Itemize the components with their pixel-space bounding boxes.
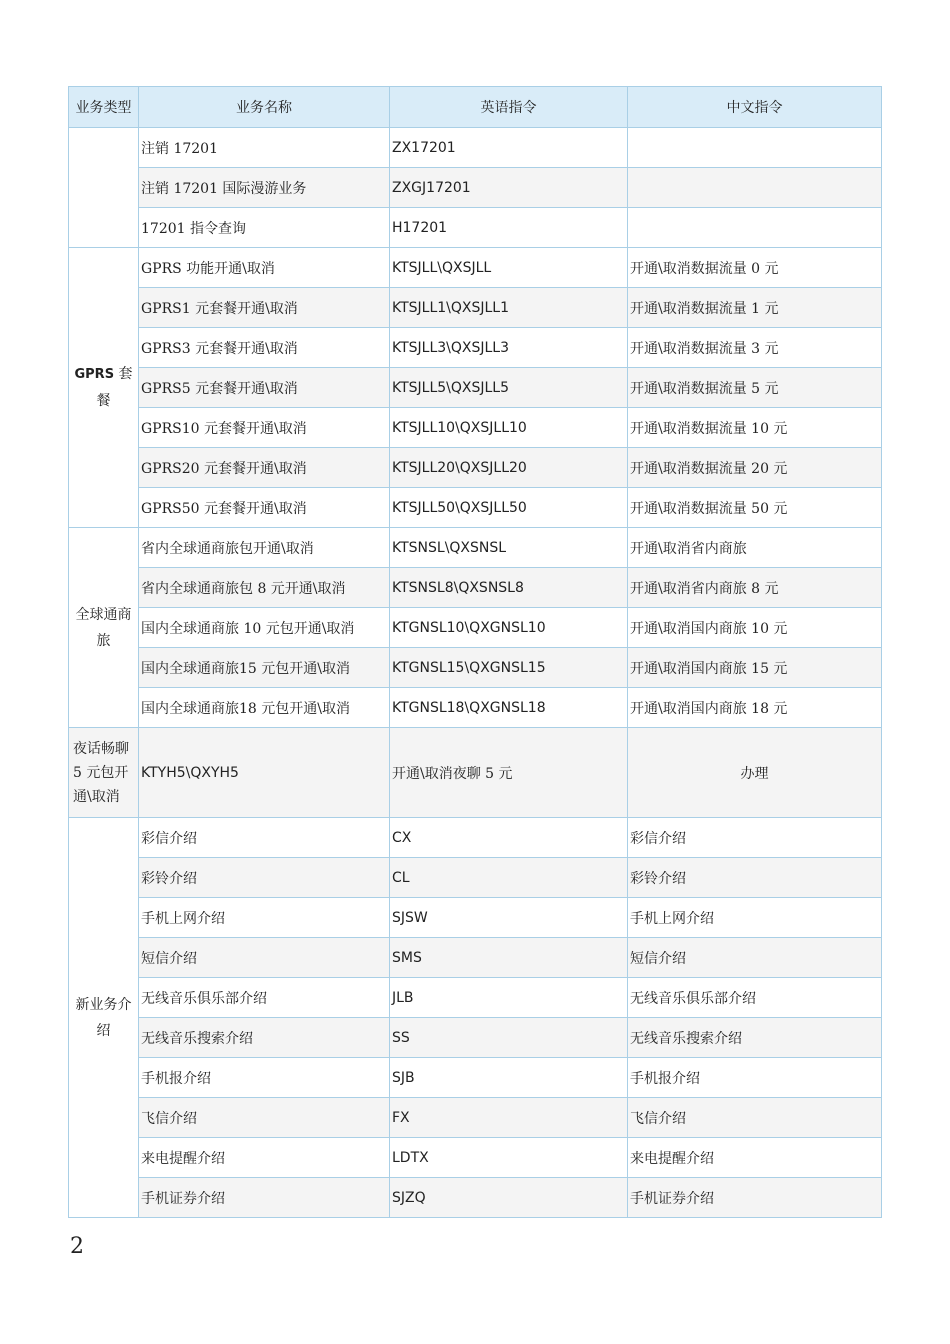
row-name: 无线音乐俱乐部介绍 [139, 978, 390, 1018]
table-row [69, 898, 882, 938]
row-name: 来电提醒介绍 [139, 1138, 390, 1178]
table-row [69, 1178, 882, 1218]
row-name: 国内全球通商旅 10 元包开通\取消 [139, 608, 390, 648]
group-label-17201 [69, 128, 139, 248]
row-name: 短信介绍 [139, 938, 390, 978]
group-gprs-rest: 套餐 [96, 366, 133, 409]
row-en: ZX17201 [390, 128, 628, 168]
row-en: JLB [390, 978, 628, 1018]
row-name: 国内全球通商旅18 元包开通\取消 [139, 688, 390, 728]
header-chinese: 中文指令 [628, 87, 882, 128]
row-en: 开通\取消夜聊 5 元 [390, 728, 628, 818]
table-row [69, 248, 882, 288]
header-type: 业务类型 [69, 87, 139, 128]
row-cn: 开通\取消国内商旅 10 元 [628, 608, 882, 648]
row-cn: 飞信介绍 [628, 1098, 882, 1138]
row-cn: 开通\取消数据流量 0 元 [628, 248, 882, 288]
table-row [69, 328, 882, 368]
table-row [69, 1138, 882, 1178]
group-gprs-bold: GPRS [74, 367, 115, 382]
row-name: 省内全球通商旅包 8 元开通\取消 [139, 568, 390, 608]
page-number: 2 [70, 1234, 84, 1259]
table-row [69, 488, 882, 528]
row-name: GPRS1 元套餐开通\取消 [139, 288, 390, 328]
row-en: KTSJLL\QXSJLL [390, 248, 628, 288]
row-en: KTSJLL3\QXSJLL3 [390, 328, 628, 368]
row-en: KTSJLL50\QXSJLL50 [390, 488, 628, 528]
row-en: SMS [390, 938, 628, 978]
row-cn: 开通\取消省内商旅 [628, 528, 882, 568]
row-en: KTSJLL10\QXSJLL10 [390, 408, 628, 448]
row-cn: 开通\取消国内商旅 15 元 [628, 648, 882, 688]
row-cn: 手机报介绍 [628, 1058, 882, 1098]
row-cn: 开通\取消数据流量 20 元 [628, 448, 882, 488]
row-name: GPRS50 元套餐开通\取消 [139, 488, 390, 528]
row-cn [628, 208, 882, 248]
row-name: 省内全球通商旅包开通\取消 [139, 528, 390, 568]
row-cn: 开通\取消数据流量 5 元 [628, 368, 882, 408]
group-label-night: 夜话畅聊 5 元包开通\取消 [69, 728, 139, 818]
table-row-night [69, 728, 882, 818]
table-row [69, 168, 882, 208]
row-en: SS [390, 1018, 628, 1058]
row-cn [628, 128, 882, 168]
row-cn: 办理 [628, 728, 882, 818]
group-label-gprs [69, 248, 139, 528]
row-cn: 手机证券介绍 [628, 1178, 882, 1218]
row-cn: 开通\取消省内商旅 8 元 [628, 568, 882, 608]
row-cn: 无线音乐俱乐部介绍 [628, 978, 882, 1018]
row-cn: 彩信介绍 [628, 818, 882, 858]
row-en: KTGNSL18\QXGNSL18 [390, 688, 628, 728]
row-name: 彩铃介绍 [139, 858, 390, 898]
row-name: 注销 17201 [139, 128, 390, 168]
group-label-newbiz: 新业务介绍 [69, 818, 139, 1218]
table-header-row [69, 87, 882, 128]
row-cn: 开通\取消数据流量 50 元 [628, 488, 882, 528]
table-row [69, 128, 882, 168]
table-row [69, 1058, 882, 1098]
table-row [69, 368, 882, 408]
row-en: KTGNSL15\QXGNSL15 [390, 648, 628, 688]
table-row [69, 818, 882, 858]
header-name: 业务名称 [139, 87, 390, 128]
row-cn: 开通\取消数据流量 1 元 [628, 288, 882, 328]
row-name: 手机报介绍 [139, 1058, 390, 1098]
row-cn: 手机上网介绍 [628, 898, 882, 938]
row-en: CL [390, 858, 628, 898]
row-en: KTSJLL1\QXSJLL1 [390, 288, 628, 328]
row-name: 无线音乐搜索介绍 [139, 1018, 390, 1058]
row-name: 手机证券介绍 [139, 1178, 390, 1218]
row-en: SJZQ [390, 1178, 628, 1218]
row-name: GPRS3 元套餐开通\取消 [139, 328, 390, 368]
row-en: SJSW [390, 898, 628, 938]
row-name: 彩信介绍 [139, 818, 390, 858]
table-row [69, 448, 882, 488]
table-row [69, 648, 882, 688]
row-cn [628, 168, 882, 208]
row-name: GPRS 功能开通\取消 [139, 248, 390, 288]
table-row [69, 208, 882, 248]
row-name: KTYH5\QXYH5 [139, 728, 390, 818]
row-name: GPRS20 元套餐开通\取消 [139, 448, 390, 488]
row-en: H17201 [390, 208, 628, 248]
row-name: 国内全球通商旅15 元包开通\取消 [139, 648, 390, 688]
table-row [69, 978, 882, 1018]
table-row [69, 1098, 882, 1138]
row-en: CX [390, 818, 628, 858]
row-name: 注销 17201 国际漫游业务 [139, 168, 390, 208]
table-row [69, 688, 882, 728]
row-cn: 来电提醒介绍 [628, 1138, 882, 1178]
row-en: KTSJLL5\QXSJLL5 [390, 368, 628, 408]
table-row [69, 1018, 882, 1058]
row-cn: 开通\取消数据流量 10 元 [628, 408, 882, 448]
header-english: 英语指令 [390, 87, 628, 128]
row-en: ZXGJ17201 [390, 168, 628, 208]
row-name: GPRS5 元套餐开通\取消 [139, 368, 390, 408]
table-row [69, 528, 882, 568]
row-en: KTSNSL\QXSNSL [390, 528, 628, 568]
row-name: 手机上网介绍 [139, 898, 390, 938]
row-en: FX [390, 1098, 628, 1138]
table-row [69, 858, 882, 898]
table-row [69, 408, 882, 448]
table-row [69, 288, 882, 328]
row-en: KTSNSL8\QXSNSL8 [390, 568, 628, 608]
row-name: 飞信介绍 [139, 1098, 390, 1138]
row-name: GPRS10 元套餐开通\取消 [139, 408, 390, 448]
row-en: KTSJLL20\QXSJLL20 [390, 448, 628, 488]
row-cn: 开通\取消国内商旅 18 元 [628, 688, 882, 728]
row-cn: 短信介绍 [628, 938, 882, 978]
row-en: LDTX [390, 1138, 628, 1178]
row-en: KTGNSL10\QXGNSL10 [390, 608, 628, 648]
command-table [68, 86, 882, 1218]
row-en: SJB [390, 1058, 628, 1098]
row-cn: 开通\取消数据流量 3 元 [628, 328, 882, 368]
table-row [69, 938, 882, 978]
row-cn: 无线音乐搜索介绍 [628, 1018, 882, 1058]
group-label-global: 全球通商旅 [69, 528, 139, 728]
row-cn: 彩铃介绍 [628, 858, 882, 898]
row-name: 17201 指令查询 [139, 208, 390, 248]
table-row [69, 608, 882, 648]
table-row [69, 568, 882, 608]
